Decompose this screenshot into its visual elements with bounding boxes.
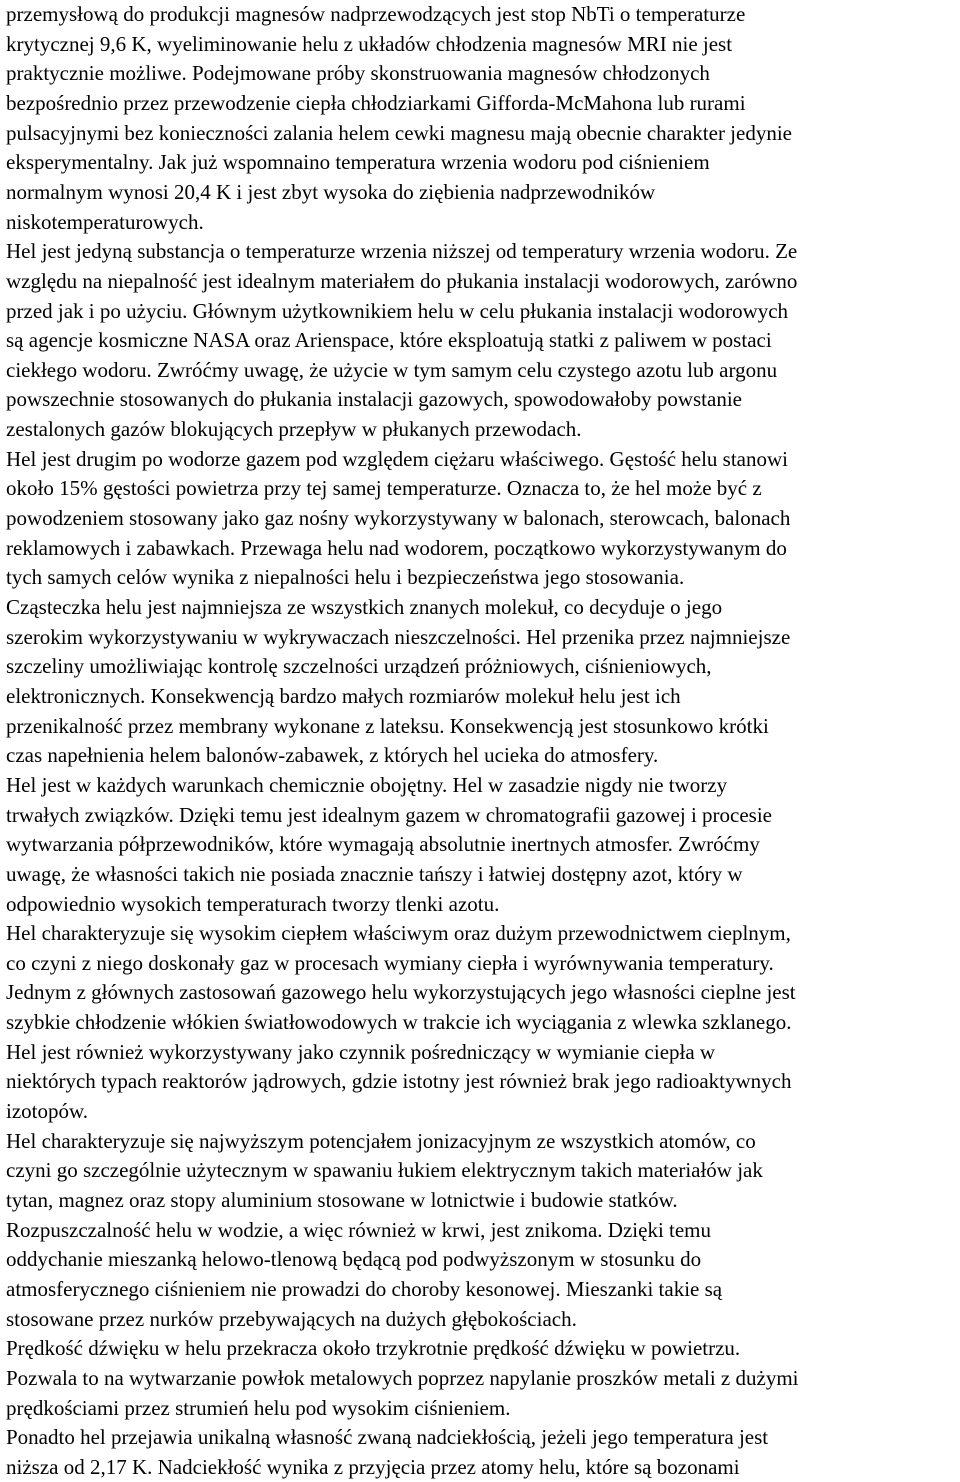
text-line: oddychanie mieszanką helowo-tlenową będącą pod podwyższonym w stosunku do (6, 1247, 702, 1272)
text-line: Prędkość dźwięku w helu przekracza około trzykrotnie prędkość dźwięku w powietrzu. (6, 1336, 741, 1361)
text-line: izotopów. (6, 1099, 89, 1124)
text-line: są agencje kosmiczne NASA oraz Arienspace, które eksploatują statki z paliwem w postaci (6, 328, 772, 353)
text-line: Hel jest jedyną substancja o temperaturze wrzenia niższej od temperatury wrzenia wodoru. Ze (6, 239, 798, 264)
text-line: szerokim wykorzystywaniu w wykrywaczach nieszczelności. Hel przenika przez najmniejsze (6, 624, 791, 649)
text-line: reklamowych i zabawkach. Przewaga helu nad wodorem, początkowo wykorzystywanym do (6, 535, 787, 560)
text-line: Hel jest w każdych warunkach chemicznie obojętny. Hel w zasadzie nigdy nie tworzy (6, 772, 728, 797)
text-line: stosowane przez nurków przebywających na dużych głębokościach. (6, 1306, 577, 1331)
text-line: zestalonych gazów blokujących przepływ w płukanych przewodach. (6, 417, 582, 442)
text-line: powszechnie stosowanych do płukania instalacji gazowych, spowodowałoby powstanie (6, 387, 742, 412)
text-line: około 15% gęstości powietrza przy tej samej temperaturze. Oznacza to, że hel może być z (6, 476, 762, 501)
text-line: Hel charakteryzuje się wysokim ciepłem właściwym oraz dużym przewodnictwem cieplnym, (6, 921, 791, 946)
text-line: przed jak i po użyciu. Głównym użytkownikiem helu w celu płukania instalacji wodorowych (6, 298, 789, 323)
text-line: pulsacyjnymi bez konieczności zalania helem cewki magnesu mają obecnie charakter jedynie (6, 120, 792, 145)
text-line: Hel jest drugim po wodorze gazem pod względem ciężaru właściwego. Gęstość helu stanowi (6, 446, 789, 471)
text-line: elektronicznych. Konsekwencją bardzo małych rozmiarów molekuł helu jest ich (6, 683, 681, 708)
text-line: niższa od 2,17 K. Nadciekłość wynika z przyjęcia przez atomy helu, które są bozonami (6, 1454, 740, 1479)
text-line: względu na niepalność jest idealnym materiałem do płukania instalacji wodorowych, zarówno (6, 268, 798, 293)
text-line: odpowiednio wysokich temperaturach tworzy tlenki azotu. (6, 891, 500, 916)
text-line: niskotemperaturowych. (6, 209, 204, 234)
text-line: niektórych typach reaktorów jądrowych, gdzie istotny jest również brak jego radioaktywnych (6, 1069, 792, 1094)
text-line: bezpośrednio przez przewodzenie ciepła chłodziarkami Gifforda-McMahona lub rurami (6, 90, 746, 115)
text-line: trwałych związków. Dzięki temu jest idealnym gazem w chromatografii gazowej i procesie (6, 802, 773, 827)
text-line: przemysłową do produkcji magnesów nadprzewodzących jest stop NbTi o temperaturze (6, 2, 746, 26)
text-line: eksperymentalny. Jak już wspomnaino temperatura wrzenia wodoru pod ciśnieniem (6, 150, 710, 175)
text-line: Hel charakteryzuje się najwyższym potencjałem jonizacyjnym ze wszystkich atomów, co (6, 1128, 756, 1153)
text-line: krytycznej 9,6 K, wyeliminowanie helu z układów chłodzenia magnesów MRI nie jest (6, 31, 733, 56)
text-line: praktycznie możliwe. Podejmowane próby skonstruowania magnesów chłodzonych (6, 61, 710, 86)
text-line: Rozpuszczalność helu w wodzie, a więc również w krwi, jest znikoma. Dzięki temu (6, 1217, 712, 1242)
text-line: co czyni z niego doskonały gaz w procesach wymiany ciepła i wyrównywania temperatury. (6, 950, 774, 975)
text-line: normalnym wynosi 20,4 K i jest zbyt wysoka do ziębienia nadprzewodników (6, 179, 656, 204)
text-line: prędkościami przez strumień helu pod wysokim ciśnieniem. (6, 1395, 511, 1420)
text-line: powodzeniem stosowany jako gaz nośny wykorzystywany w balonach, sterowcach, balonach (6, 506, 791, 531)
text-line: atmosferycznego ciśnieniem nie prowadzi do choroby kesonowej. Mieszanki takie są (6, 1276, 723, 1301)
text-line: szybkie chłodzenie włókien światłowodowych w trakcie ich wyciągania z wlewka szklanego. (6, 1010, 792, 1035)
text-line: Cząsteczka helu jest najmniejsza ze wszystkich znanych molekuł, co decyduje o jego (6, 595, 723, 619)
text-line: Hel jest również wykorzystywany jako czynnik pośredniczący w wymianie ciepła w (6, 1039, 716, 1064)
text-line: Ponadto hel przejawia unikalną własność zwaną nadciekłością, jeżeli jego temperatura jest (6, 1425, 769, 1450)
text-line: wytwarzania półprzewodników, które wymagają absolutnie inertnych atmosfer. Zwróćmy (6, 832, 760, 857)
text-line: czas napełnienia helem balonów-zabawek, z których hel ucieka do atmosfery. (6, 743, 659, 768)
text-line: tytan, magnez oraz stopy aluminium stosowane w lotnictwie i budowie statków. (6, 1188, 678, 1212)
text-line: Jednym z głównych zastosowań gazowego helu wykorzystujących jego własności cieplne jest (6, 980, 796, 1005)
text-line: czyni go szczególnie użytecznym w spawaniu łukiem elektrycznym takich materiałów jak (6, 1158, 763, 1183)
text-line: szczeliny umożliwiając kontrolę szczelności urządzeń próżniowych, ciśnieniowych, (6, 654, 712, 679)
text-line: tych samych celów wynika z niepalności helu i bezpieczeństwa jego stosowania. (6, 565, 685, 590)
text-line: ciekłego wodoru. Zwróćmy uwagę, że użycie w tym samym celu czystego azotu lub argonu (6, 357, 778, 382)
text-line: przenikalność przez membrany wykonane z lateksu. Konsekwencją jest stosunkowo krótki (6, 713, 769, 738)
text-line: Pozwala to na wytwarzanie powłok metalowych poprzez napylanie proszków metali z dużymi (6, 1365, 799, 1390)
text-line: uwagę, że własności takich nie posiada znacznie tańszy i łatwiej dostępny azot, który w (6, 861, 743, 886)
